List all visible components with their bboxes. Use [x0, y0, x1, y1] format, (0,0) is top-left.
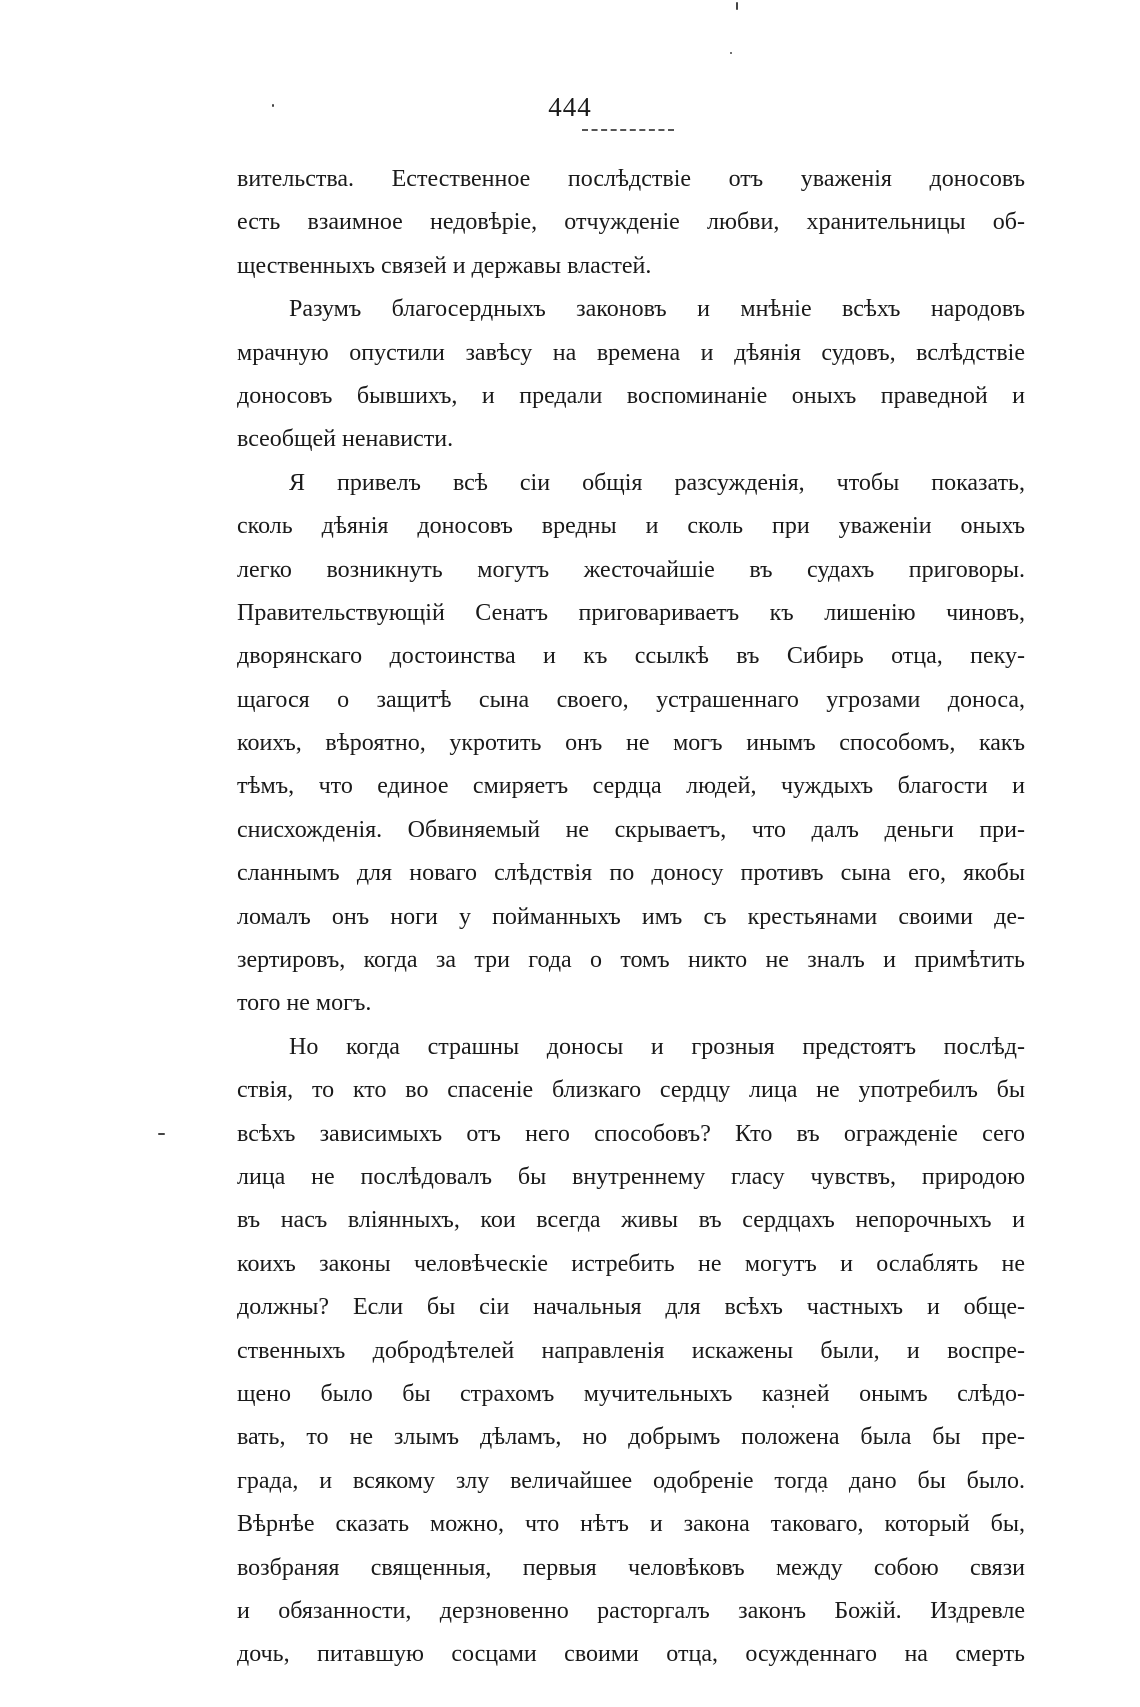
text-line: доносовъ бывшихъ, и предали воспоминаніе оныхъ праведной и — [237, 382, 1025, 409]
text-line: коихъ, вѣроятно, укротить онъ не могъ инымъ способомъ, какъ — [237, 730, 1025, 757]
scan-speck — [736, 2, 738, 10]
body-text — [237, 158, 1025, 1677]
text-line: коихъ законы человѣческіе истребить не могутъ и ослаблять не — [237, 1250, 1025, 1277]
text-line: возбраняя священныя, первыя человѣковъ между собою связи — [237, 1554, 1025, 1581]
text-line: вать, то не злымъ дѣламъ, но добрымъ положена была бы пре- — [237, 1424, 1025, 1451]
paragraph — [237, 1026, 1025, 1677]
text-line: града, и всякому злу величайшее одобреніе тогда дано бы было. — [237, 1467, 1025, 1494]
scan-speck — [158, 1133, 165, 1135]
text-line: въ насъ вліянныхъ, кои всегда живы въ сердцахъ непорочныхъ и — [237, 1207, 1025, 1234]
page-number: 444 — [548, 92, 592, 122]
text-line: Вѣрнѣе сказать можно, что нѣтъ и закона таковаго, который бы, — [237, 1511, 1025, 1538]
text-line: мрачную опустили завѣсу на времена и дѣянія судовъ, вслѣдствіе — [237, 339, 1025, 366]
text-line: легко возникнуть могутъ жесточайшіе въ судахъ приговоры. — [237, 556, 1025, 583]
text-line: Разумъ благосердныхъ законовъ и мнѣніе всѣхъ народовъ — [289, 296, 1025, 323]
text-line: снисхожденія. Обвиняемый не скрываетъ, что далъ деньги при- — [237, 816, 1025, 843]
text-line: щено было бы страхомъ мучительныхъ казней онымъ слѣдо- — [237, 1380, 1025, 1407]
text-line: зертировъ, когда за три года о томъ никто не зналъ и примѣтить — [237, 947, 1025, 974]
text-line: Но когда страшны доносы и грозныя предстоятъ послѣд- — [289, 1033, 1025, 1060]
text-line: того не могъ. — [237, 990, 372, 1017]
text-line: тѣмъ, что единое смиряетъ сердца людей, чуждыхъ благости и — [237, 773, 1025, 800]
paragraph — [237, 158, 1025, 288]
text-line: и обязанности, дерзновенно расторгалъ законъ Божій. Издревле — [237, 1597, 1025, 1624]
text-line: сколь дѣянія доносовъ вредны и сколь при уваженіи оныхъ — [237, 513, 1025, 540]
text-line: ствія, то кто во спасеніе близкаго сердцу лица не употребилъ бы — [237, 1077, 1025, 1104]
scan-speck — [272, 104, 274, 107]
paragraph — [237, 462, 1025, 1026]
text-line: ственныхъ добродѣтелей направленія искажены были, и воспре- — [237, 1337, 1025, 1364]
text-line: вительства. Естественное послѣдствіе отъ уваженія доносовъ — [237, 166, 1025, 192]
text-line: щественныхъ связей и державы властей. — [237, 252, 652, 279]
text-line: всѣхъ зависимыхъ отъ него способовъ? Кто въ огражденіе сего — [237, 1120, 1025, 1147]
text-line: есть взаимное недовѣріе, отчужденіе любви, хранительницы об- — [237, 209, 1025, 236]
text-line: щагося о защитѣ сына своего, устрашеннаго угрозами доноса, — [237, 686, 1025, 713]
text-line: Правительствующій Сенатъ приговариваетъ къ лишенію чиновъ, — [237, 599, 1025, 626]
text-line: дворянскаго достоинства и къ ссылкѣ въ Сибирь отца, пеку- — [237, 643, 1025, 670]
text-line: Я привелъ всѣ сіи общія разсужденія, чтобы показать, — [289, 469, 1025, 496]
text-line: дочь, питавшую сосцами своими отца, осужденнаго на смерть — [237, 1641, 1025, 1668]
text-line: лица не послѣдовалъ бы внутреннему гласу чувствъ, природою — [237, 1163, 1025, 1190]
page-number-rule — [582, 129, 674, 131]
text-line: всеобщей ненависти. — [237, 426, 454, 453]
text-line: сланнымъ для новаго слѣдствія по доносу противъ сына его, якобы — [237, 860, 1025, 887]
paragraph — [237, 288, 1025, 462]
scan-speck — [730, 52, 732, 54]
text-line: ломалъ онъ ноги у пойманныхъ имъ съ крестьянами своими де- — [237, 903, 1025, 930]
text-line: должны? Если бы сіи начальныя для всѣхъ частныхъ и обще- — [237, 1294, 1025, 1321]
